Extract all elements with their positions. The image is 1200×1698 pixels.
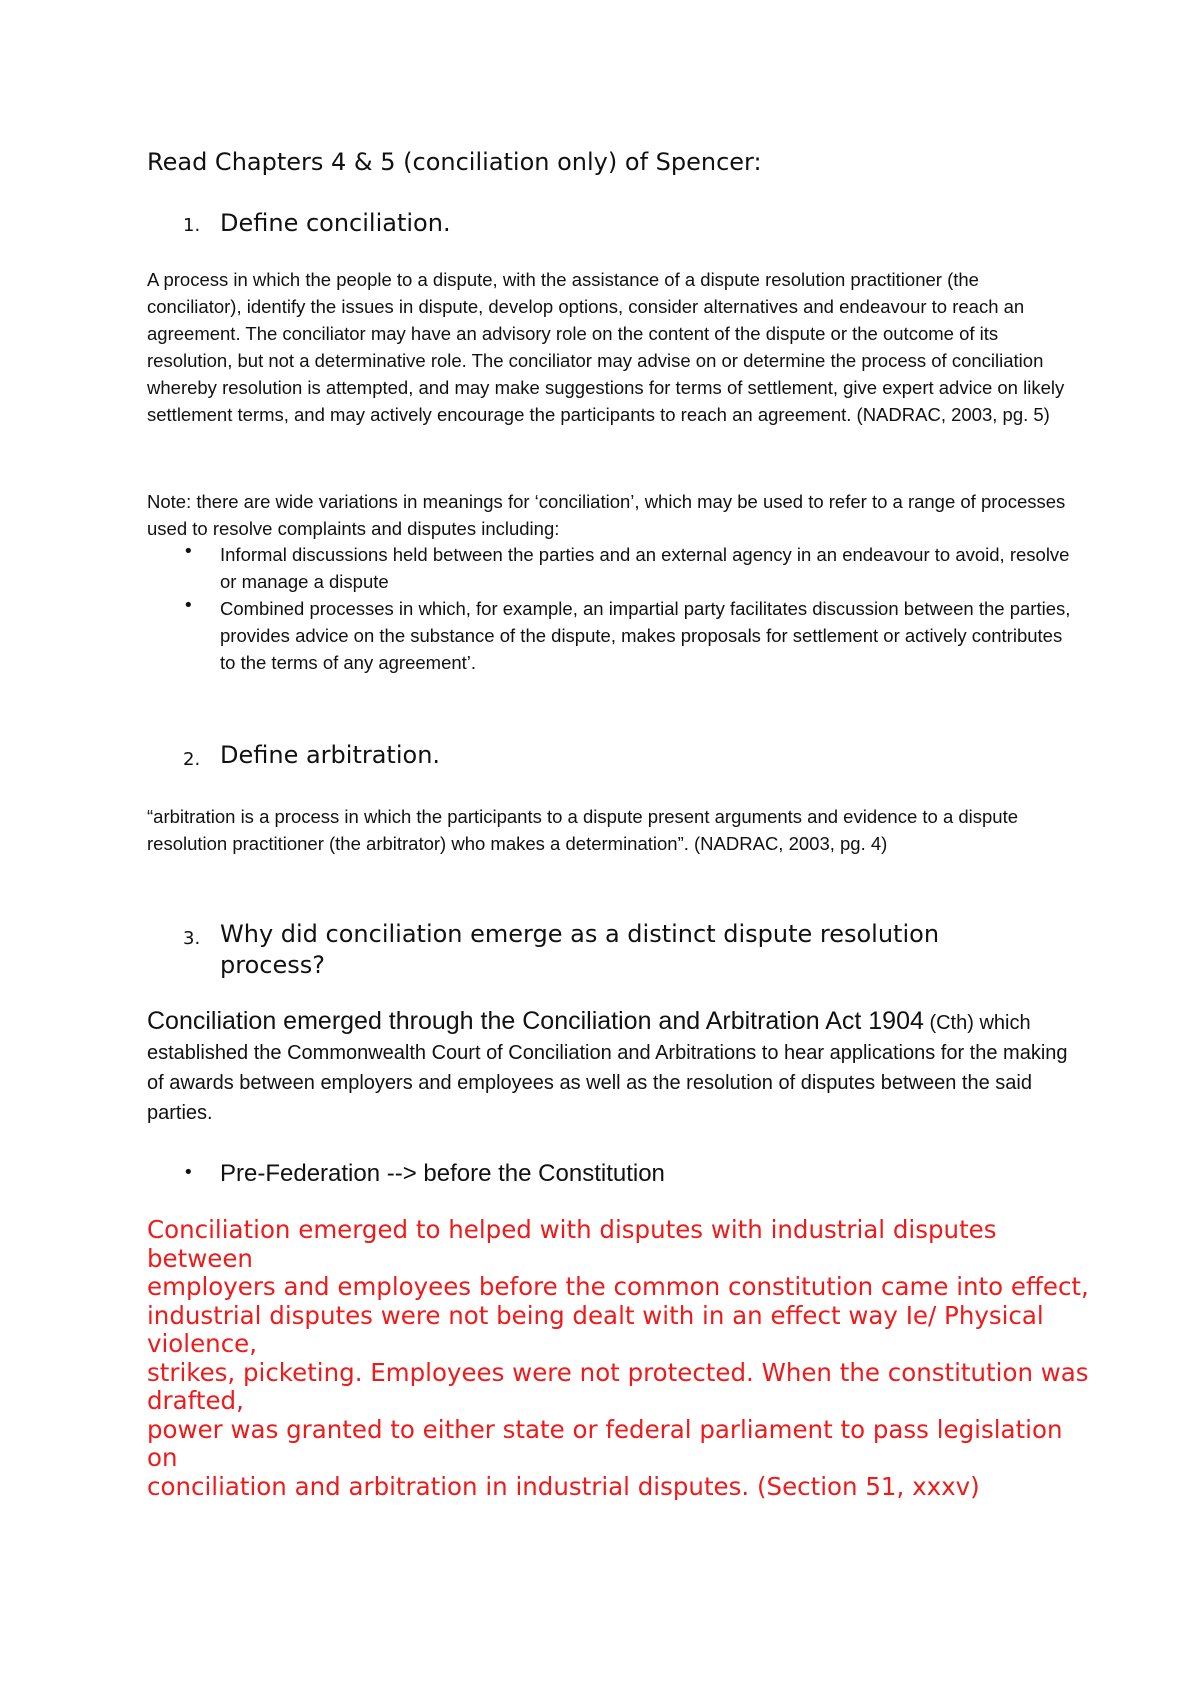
note-bullet-1: Informal discussions held between the parties and an external agency in an endeavour to avoid, resolve or manage a dispute: [220, 544, 1070, 592]
question-3-title: Why did conciliation emerge as a distinct dispute resolution process?: [220, 920, 940, 979]
question-1-number: 1.: [183, 215, 201, 236]
answer-rest: (Cth) which established the Commonwealth Court of Conciliation and Arbitrations to hear applications for the making of awards between employers and employees as well as the resolution of disputes between the said parties.: [147, 1012, 1068, 1124]
pre-federation-marker: •: [183, 1162, 194, 1183]
red-line-3: industrial disputes were not being dealt with in an effect way Ie/ Physical violence,: [147, 1300, 1044, 1358]
red-line-2: employers and employees before the common constitution came into effect,: [147, 1272, 1089, 1301]
red-answer-block: [147, 1216, 1097, 1501]
answer-paragraph: [147, 1006, 1077, 1128]
conciliation-definition: A process in which the people to a dispute, with the assistance of a dispute resolution practitioner (the conciliator), identify the issues in dispute, develop options, consider alternatives and endeavour to reach an agreement. The conciliator may have an advisory role on the content of the dispute or the outcome of its resolution, but not a determinative role. The conciliator may advise on or determine the process of conciliation whereby resolution is attempted, and may make suggestions for terms of settlement, give expert advice on likely settlement terms, and may actively encourage the participants to reach an agreement. (NADRAC, 2003, pg. 5): [147, 269, 1065, 425]
answer-lead: Conciliation emerged through the Conciliation and Arbitration Act 1904: [147, 1007, 924, 1035]
question-2-title: Define arbitration.: [220, 741, 441, 769]
red-line-1: Conciliation emerged to helped with disputes with industrial disputes between: [147, 1215, 997, 1273]
question-3-number: 3.: [183, 928, 201, 949]
bullet-2-marker: •: [183, 595, 194, 616]
note-bullet-2: Combined processes in which, for example, an impartial party facilitates discussion between the parties, provides advice on the substance of the dispute, makes proposals for settlement or actively contributes to the terms of any agreement’.: [220, 598, 1071, 673]
red-line-5: power was granted to either state or federal parliament to pass legislation on: [147, 1414, 1063, 1472]
note-paragraph: Note: there are wide variations in meanings for ‘conciliation’, which may be used to refer to a range of processes used to resolve complaints and disputes including:: [147, 491, 1066, 539]
page-heading: Read Chapters 4 & 5 (conciliation only) of Spencer:: [147, 148, 762, 176]
red-line-4: strikes, picketing. Employees were not protected. When the constitution was drafted,: [147, 1357, 1089, 1415]
arbitration-definition: “arbitration is a process in which the participants to a dispute present arguments and evidence to a dispute resolution practitioner (the arbitrator) who makes a determination”. (NADRAC, 2003, pg. 4): [147, 806, 1019, 854]
bullet-1-marker: •: [183, 541, 194, 562]
pre-federation-item: Pre-Federation --> before the Constitution: [220, 1160, 665, 1187]
question-2-number: 2.: [183, 749, 201, 770]
question-1-title: Define conciliation.: [220, 209, 451, 237]
red-line-6: conciliation and arbitration in industrial disputes. (Section 51, xxxv): [147, 1471, 980, 1501]
